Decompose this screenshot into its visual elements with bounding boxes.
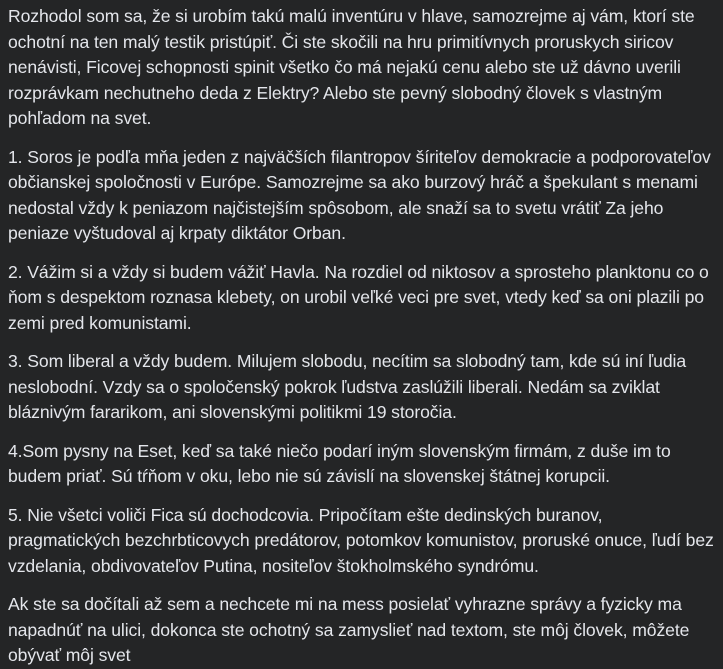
post-paragraph-1-soros: 1. Soros je podľa mňa jeden z najväčších filantropov šíriteľov demokracie a podporovateľov občianskej spoločnosti v Európe. Samozrejme sa ako burzový hráč a špekulant s menami nedostal vždy k peniazom najčistejším spôsobom, ale snaží sa to svetu vrátiť Za jeho peniaze vyštudoval aj krpaty diktátor Orban. [8,146,711,243]
post-paragraph-3-liberal: 3. Som liberal a vždy budem. Milujem slobodu, necítim sa slobodný tam, kde sú iní ľudia neslobodní. Vzdy sa o spoločenský pokrok ľudstva zaslúžili liberali. Nedám sa zviklat bláznivým fararikom, ani slovenskými politikmi 19 storočia. [8,351,687,422]
post-paragraph-closing: Ak ste sa dočítali až sem a nechcete mi na mess posielať vyhrazne správy a fyzicky ma napadnúť na ulici, dokonca ste ochotný sa zamyslieť nad textom, ste môj človek, môžete obývať môj svet [8,594,690,665]
post-paragraph-2-havel: 2. Vážim si a vždy si budem vážiť Havla. Na rozdiel od niktosov a sprosteho planktonu co o ňom s despektom roznasa klebety, on urobil veľké veci pre svet, vtedy keď sa oni plazili po zemi pred komunistami. [8,261,709,333]
post-paragraph-intro: Rozhodol som sa, že si urobím takú malú inventúru v hlave, samozrejme aj vám, ktorí ste ochotní na ten malý testik pristúpiť. Či ste skočili na hru primitívnych proruskych siricov nenávisti, Ficovej schopnosti spinit všetko čo má nejakú cenu alebo ste už dávno uverili rozprávkam nechutneho deda z Elektry? Alebo ste pevný slobodný človek s vlastným pohľadom na svet. [8,6,695,128]
post-paragraph-4-eset: 4.Som pysny na Eset, keď sa také niečo podarí iným slovenským firmám, z duše im to budem priať. Sú tŕňom v oku, lebo nie sú závislí na slovenskej štátnej korupcii. [8,440,671,486]
post-paragraph-5-voters: 5. Nie všetci voliči Fica sú dochodcovia. Pripočítam ešte dedinských buranov, pragmatických bezchrbticovych predátorov, potomkov komunistov, proruské onuce, ľudí bez vzdelania, obdivovateľov Putina, nositeľov štokholmského syndrómu. [8,504,714,576]
